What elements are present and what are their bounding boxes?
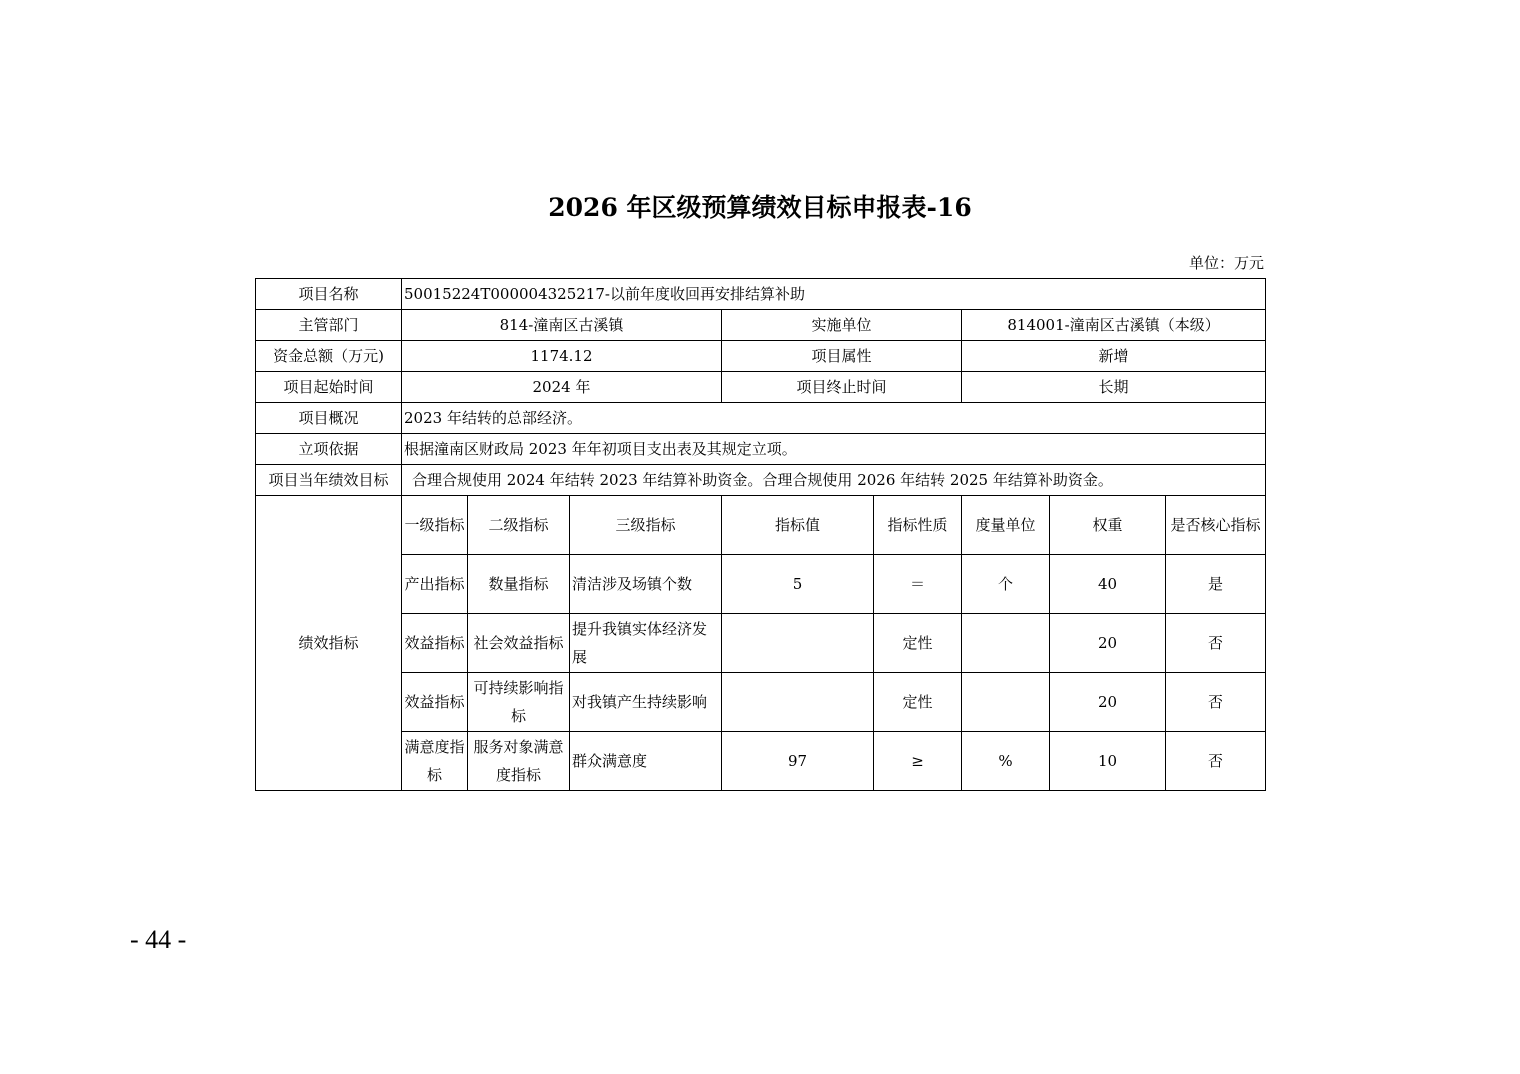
header-cell: 二级指标 [468, 496, 570, 555]
level3-cell: 群众满意度 [570, 732, 722, 791]
indicator-row [256, 555, 1266, 614]
header-cell: 三级指标 [570, 496, 722, 555]
indicator-row [256, 614, 1266, 673]
row-time [256, 372, 1266, 403]
row-dept [256, 310, 1266, 341]
weight-cell: 20 [1050, 673, 1166, 732]
nature-cell: ≥ [874, 732, 962, 791]
page-title: 2026 年区级预算绩效目标申报表-16 [548, 193, 972, 222]
unit-cell [962, 673, 1050, 732]
row-goal [256, 465, 1266, 496]
level3-cell: 对我镇产生持续影响 [570, 673, 722, 732]
dept-label: 主管部门 [256, 310, 402, 341]
level1-cell: 满意度指标 [402, 732, 468, 791]
value-cell: 97 [722, 732, 874, 791]
goal-label: 项目当年绩效目标 [256, 465, 402, 496]
performance-target-table [255, 278, 1266, 791]
page-number: - 44 - [130, 925, 187, 954]
header-cell: 一级指标 [402, 496, 468, 555]
basis-value: 根据潼南区财政局 2023 年年初项目支出表及其规定立项。 [402, 434, 1266, 465]
nature-cell: 定性 [874, 614, 962, 673]
attr-value: 新增 [962, 341, 1266, 372]
level3-cell: 清洁涉及场镇个数 [570, 555, 722, 614]
end-value: 长期 [962, 372, 1266, 403]
row-funds [256, 341, 1266, 372]
row-project-name [256, 279, 1266, 310]
core-cell: 否 [1166, 673, 1266, 732]
core-cell: 否 [1166, 614, 1266, 673]
header-cell: 度量单位 [962, 496, 1050, 555]
level3-cell: 提升我镇实体经济发展 [570, 614, 722, 673]
header-cell: 是否核心指标 [1166, 496, 1266, 555]
indicator-header-row [256, 496, 1266, 555]
level2-cell: 数量指标 [468, 555, 570, 614]
level1-cell: 产出指标 [402, 555, 468, 614]
indicator-row [256, 673, 1266, 732]
value-cell: 5 [722, 555, 874, 614]
nature-cell: 定性 [874, 673, 962, 732]
nature-cell: ＝ [874, 555, 962, 614]
level2-cell: 可持续影响指标 [468, 673, 570, 732]
unit-cell [962, 614, 1050, 673]
start-value: 2024 年 [402, 372, 722, 403]
row-overview [256, 403, 1266, 434]
start-label: 项目起始时间 [256, 372, 402, 403]
total-funds-value: 1174.12 [402, 341, 722, 372]
attr-label: 项目属性 [722, 341, 962, 372]
overview-value: 2023 年结转的总部经济。 [402, 403, 1266, 434]
unit-label: 单位：万元 [1188, 254, 1264, 272]
level1-cell: 效益指标 [402, 673, 468, 732]
weight-cell: 10 [1050, 732, 1166, 791]
core-cell: 否 [1166, 732, 1266, 791]
project-name-value: 50015224T000004325217-以前年度收回再安排结算补助 [402, 279, 1266, 310]
value-cell [722, 614, 874, 673]
level2-cell: 服务对象满意度指标 [468, 732, 570, 791]
unit-cell: 个 [962, 555, 1050, 614]
value-cell [722, 673, 874, 732]
weight-cell: 40 [1050, 555, 1166, 614]
level1-cell: 效益指标 [402, 614, 468, 673]
basis-label: 立项依据 [256, 434, 402, 465]
header-cell: 指标性质 [874, 496, 962, 555]
core-cell: 是 [1166, 555, 1266, 614]
indicator-row [256, 732, 1266, 791]
goal-value: 合理合规使用 2024 年结转 2023 年结算补助资金。合理合规使用 2026 年结转 2025 年结算补助资金。 [402, 465, 1266, 496]
level2-cell: 社会效益指标 [468, 614, 570, 673]
project-name-label: 项目名称 [256, 279, 402, 310]
unit-cell: % [962, 732, 1050, 791]
dept-value: 814-潼南区古溪镇 [402, 310, 722, 341]
indicators-section-label: 绩效指标 [256, 496, 402, 791]
impl-unit-value: 814001-潼南区古溪镇（本级） [962, 310, 1266, 341]
header-cell: 指标值 [722, 496, 874, 555]
impl-unit-label: 实施单位 [722, 310, 962, 341]
end-label: 项目终止时间 [722, 372, 962, 403]
total-funds-label: 资金总额（万元) [256, 341, 402, 372]
overview-label: 项目概况 [256, 403, 402, 434]
weight-cell: 20 [1050, 614, 1166, 673]
header-cell: 权重 [1050, 496, 1166, 555]
row-basis [256, 434, 1266, 465]
